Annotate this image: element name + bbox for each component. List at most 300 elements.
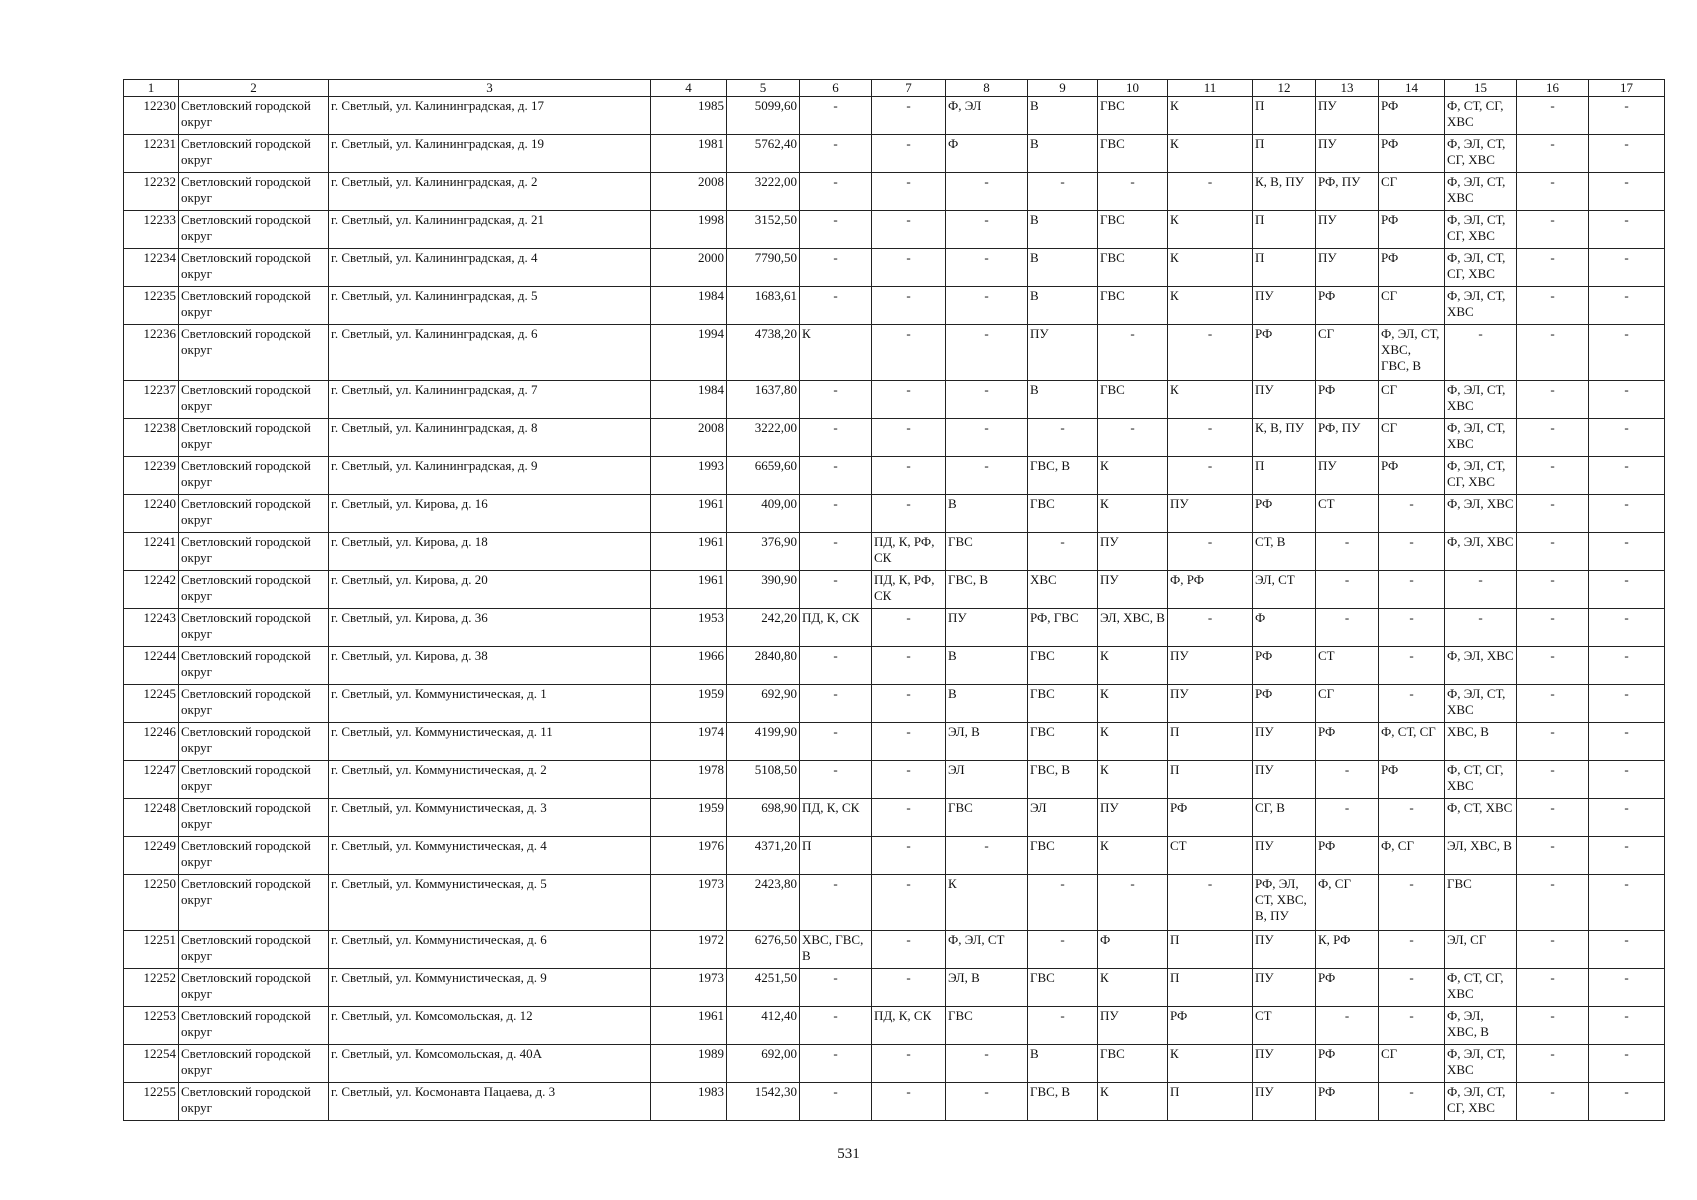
table-cell: ПУ <box>1098 571 1168 609</box>
column-header: 16 <box>1517 80 1589 97</box>
table-row <box>124 685 1665 723</box>
table-row <box>124 723 1665 761</box>
table-cell: - <box>872 381 946 419</box>
table-cell: 1973 <box>651 969 727 1007</box>
column-header: 11 <box>1168 80 1253 97</box>
table-cell: - <box>946 419 1028 457</box>
table-cell: - <box>1517 211 1589 249</box>
table-cell: г. Светлый, ул. Кирова, д. 18 <box>329 533 651 571</box>
table-cell: 1984 <box>651 381 727 419</box>
table-cell: - <box>872 135 946 173</box>
table-cell: ГВС, В <box>1028 1083 1098 1121</box>
table-cell: ПУ <box>1253 837 1316 875</box>
table-cell: - <box>1316 571 1379 609</box>
table-cell: РФ <box>1379 761 1445 799</box>
table-cell: СТ <box>1316 495 1379 533</box>
table-cell: ПУ <box>1168 647 1253 685</box>
table-cell: РФ <box>1253 495 1316 533</box>
table-cell: Ф, СТ, СГ <box>1379 723 1445 761</box>
table-cell: П <box>1253 211 1316 249</box>
table-cell: Светловский городской округ <box>179 799 329 837</box>
table-cell: 1961 <box>651 571 727 609</box>
table-row <box>124 1083 1665 1121</box>
table-cell: - <box>1028 533 1098 571</box>
table-cell: Светловский городской округ <box>179 381 329 419</box>
table-cell: - <box>946 173 1028 211</box>
table-row <box>124 135 1665 173</box>
table-cell: К <box>800 325 872 381</box>
table-cell: В <box>1028 211 1098 249</box>
table-cell: - <box>872 1083 946 1121</box>
table-cell: Ф, ЭЛ, СТ, СГ, ХВС <box>1445 1083 1517 1121</box>
column-header: 9 <box>1028 80 1098 97</box>
table-cell: - <box>1589 799 1665 837</box>
table-cell: - <box>1589 533 1665 571</box>
table-cell: - <box>1028 419 1098 457</box>
table-cell: 7790,50 <box>727 249 800 287</box>
table-row <box>124 287 1665 325</box>
table-cell: - <box>1028 931 1098 969</box>
table-cell: - <box>1379 875 1445 931</box>
table-cell: - <box>800 173 872 211</box>
table-cell: - <box>1379 647 1445 685</box>
table-cell: - <box>800 457 872 495</box>
table-cell: 1993 <box>651 457 727 495</box>
table-cell: 12238 <box>124 419 179 457</box>
table-cell: ГВС <box>1028 969 1098 1007</box>
table-row <box>124 799 1665 837</box>
table-cell: - <box>1589 837 1665 875</box>
table-cell: - <box>800 761 872 799</box>
table-cell: г. Светлый, ул. Коммунистическая, д. 4 <box>329 837 651 875</box>
column-header: 7 <box>872 80 946 97</box>
table-cell: 3222,00 <box>727 173 800 211</box>
table-cell: 2000 <box>651 249 727 287</box>
table-cell: - <box>1098 173 1168 211</box>
table-cell: - <box>1517 799 1589 837</box>
table-cell: СГ <box>1379 173 1445 211</box>
table-cell: 12251 <box>124 931 179 969</box>
table-cell: Ф <box>1098 931 1168 969</box>
table-cell: К <box>1168 249 1253 287</box>
table-cell: В <box>1028 287 1098 325</box>
table-cell: 12234 <box>124 249 179 287</box>
table-cell: Светловский городской округ <box>179 495 329 533</box>
table-cell: - <box>1589 173 1665 211</box>
table-cell: - <box>1168 533 1253 571</box>
table-cell: Светловский городской округ <box>179 969 329 1007</box>
table-cell: - <box>800 495 872 533</box>
table-cell: - <box>1379 609 1445 647</box>
table-cell: г. Светлый, ул. Коммунистическая, д. 5 <box>329 875 651 931</box>
table-cell: СГ, В <box>1253 799 1316 837</box>
table-cell: РФ <box>1316 287 1379 325</box>
table-cell: 5099,60 <box>727 97 800 135</box>
table-cell: 1972 <box>651 931 727 969</box>
table-cell: 1961 <box>651 533 727 571</box>
table-cell: СГ <box>1316 685 1379 723</box>
table-cell: Светловский городской округ <box>179 931 329 969</box>
table-cell: - <box>800 685 872 723</box>
table-cell: - <box>946 211 1028 249</box>
table-cell: - <box>1168 457 1253 495</box>
table-cell: - <box>1316 761 1379 799</box>
table-row <box>124 647 1665 685</box>
table-cell: СТ <box>1168 837 1253 875</box>
table-cell: К <box>1168 381 1253 419</box>
table-cell: - <box>872 837 946 875</box>
table-cell: 12237 <box>124 381 179 419</box>
table-cell: - <box>1589 931 1665 969</box>
table-cell: 6659,60 <box>727 457 800 495</box>
table-cell: - <box>1517 571 1589 609</box>
table-cell: - <box>800 249 872 287</box>
table-body <box>124 97 1665 1121</box>
table-cell: - <box>800 723 872 761</box>
column-header: 1 <box>124 80 179 97</box>
column-header: 14 <box>1379 80 1445 97</box>
table-cell: - <box>1517 685 1589 723</box>
table-cell: ПУ <box>1098 1007 1168 1045</box>
table-cell: - <box>1517 647 1589 685</box>
table-cell: Светловский городской округ <box>179 875 329 931</box>
table-cell: Светловский городской округ <box>179 761 329 799</box>
table-cell: 12248 <box>124 799 179 837</box>
table-cell: - <box>1445 325 1517 381</box>
table-cell: - <box>1589 457 1665 495</box>
table-cell: - <box>946 1045 1028 1083</box>
table-cell: Ф, ЭЛ, ХВС, В <box>1445 1007 1517 1045</box>
column-header: 12 <box>1253 80 1316 97</box>
table-cell: К <box>1098 495 1168 533</box>
table-cell: 12254 <box>124 1045 179 1083</box>
table-cell: - <box>1445 571 1517 609</box>
table-cell: К, В, ПУ <box>1253 173 1316 211</box>
table-cell: - <box>872 495 946 533</box>
table-cell: - <box>872 609 946 647</box>
table-cell: ПУ <box>1316 97 1379 135</box>
table-cell: Светловский городской округ <box>179 647 329 685</box>
table-cell: - <box>1517 495 1589 533</box>
table-cell: РФ <box>1379 211 1445 249</box>
table-cell: К <box>1098 647 1168 685</box>
table-cell: ЭЛ, СТ <box>1253 571 1316 609</box>
table-cell: ГВС <box>1098 287 1168 325</box>
table-cell: Ф, ЭЛ, ХВС <box>1445 533 1517 571</box>
table-cell: 5108,50 <box>727 761 800 799</box>
table-cell: ПУ <box>946 609 1028 647</box>
table-cell: - <box>1445 609 1517 647</box>
table-row <box>124 325 1665 381</box>
table-cell: ГВС <box>1028 685 1098 723</box>
table-cell: 12240 <box>124 495 179 533</box>
table-cell: СГ <box>1379 381 1445 419</box>
table-cell: ГВС <box>1098 249 1168 287</box>
table-cell: - <box>1379 799 1445 837</box>
table-cell: ПД, К, СК <box>872 1007 946 1045</box>
table-cell: ПУ <box>1253 761 1316 799</box>
table-cell: ГВС <box>946 1007 1028 1045</box>
table-cell: - <box>1517 969 1589 1007</box>
table-cell: - <box>1517 249 1589 287</box>
table-cell: П <box>1253 97 1316 135</box>
table-cell: РФ, ГВС <box>1028 609 1098 647</box>
table-cell: - <box>1517 419 1589 457</box>
table-cell: - <box>1517 97 1589 135</box>
table-row <box>124 495 1665 533</box>
table-cell: - <box>1028 875 1098 931</box>
table-cell: П <box>1168 761 1253 799</box>
table-cell: ПУ <box>1253 1083 1316 1121</box>
table-row <box>124 609 1665 647</box>
table-cell: РФ <box>1168 1007 1253 1045</box>
table-cell: ГВС <box>946 799 1028 837</box>
column-header: 17 <box>1589 80 1665 97</box>
table-cell: - <box>1517 457 1589 495</box>
table-cell: - <box>800 875 872 931</box>
table-cell: г. Светлый, ул. Калининградская, д. 21 <box>329 211 651 249</box>
table-cell: - <box>1517 1045 1589 1083</box>
table-cell: Ф, СТ, ХВС <box>1445 799 1517 837</box>
table-cell: - <box>872 685 946 723</box>
table-cell: - <box>1589 249 1665 287</box>
table-cell: 1974 <box>651 723 727 761</box>
table-cell: РФ <box>1379 135 1445 173</box>
table-cell: ГВС <box>1098 211 1168 249</box>
table-cell: П <box>800 837 872 875</box>
table-cell: - <box>800 419 872 457</box>
table-cell: 698,90 <box>727 799 800 837</box>
table-cell: - <box>1379 495 1445 533</box>
table-cell: К <box>1098 685 1168 723</box>
table-cell: - <box>1098 419 1168 457</box>
table-cell: - <box>1098 325 1168 381</box>
table-cell: 692,90 <box>727 685 800 723</box>
table-cell: - <box>872 931 946 969</box>
table-cell: Ф, СТ, СГ, ХВС <box>1445 97 1517 135</box>
table-cell: - <box>1589 419 1665 457</box>
table-cell: 12246 <box>124 723 179 761</box>
table-cell: 1976 <box>651 837 727 875</box>
table-row <box>124 875 1665 931</box>
table-cell: ПУ <box>1253 381 1316 419</box>
table-cell: Ф, СТ, СГ, ХВС <box>1445 761 1517 799</box>
table-cell: 6276,50 <box>727 931 800 969</box>
table-cell: Светловский городской округ <box>179 97 329 135</box>
table-cell: Ф, ЭЛ, СТ <box>946 931 1028 969</box>
table-cell: 12241 <box>124 533 179 571</box>
table-cell: - <box>1517 287 1589 325</box>
table-cell: - <box>872 211 946 249</box>
table-cell: 409,00 <box>727 495 800 533</box>
table-cell: г. Светлый, ул. Калининградская, д. 8 <box>329 419 651 457</box>
table-cell: Светловский городской округ <box>179 249 329 287</box>
table-cell: - <box>800 533 872 571</box>
table-cell: - <box>1379 533 1445 571</box>
table-cell: 1961 <box>651 1007 727 1045</box>
table-cell: - <box>800 1007 872 1045</box>
table-cell: - <box>800 211 872 249</box>
table-cell: ПУ <box>1098 799 1168 837</box>
table-cell: РФ <box>1253 647 1316 685</box>
table-cell: ГВС <box>1028 837 1098 875</box>
table-cell: - <box>872 969 946 1007</box>
table-cell: Ф, ЭЛ, СТ, ХВС <box>1445 419 1517 457</box>
table-row <box>124 969 1665 1007</box>
table-cell: - <box>1517 1007 1589 1045</box>
table-cell: ГВС, В <box>1028 761 1098 799</box>
table-cell: ПУ <box>1253 1045 1316 1083</box>
table-cell: П <box>1168 1083 1253 1121</box>
table-cell: - <box>800 135 872 173</box>
table-cell: 1989 <box>651 1045 727 1083</box>
table-cell: - <box>800 1083 872 1121</box>
table-cell: 1683,61 <box>727 287 800 325</box>
table-cell: - <box>1517 609 1589 647</box>
table-cell: ПУ <box>1253 931 1316 969</box>
table-cell: г. Светлый, ул. Космонавта Пацаева, д. 3 <box>329 1083 651 1121</box>
table-cell: ПУ <box>1168 685 1253 723</box>
table-cell: ПУ <box>1316 211 1379 249</box>
table-cell: СГ <box>1379 1045 1445 1083</box>
table-cell: РФ <box>1253 325 1316 381</box>
table-cell: - <box>872 325 946 381</box>
table-cell: РФ, ПУ <box>1316 419 1379 457</box>
table-cell: П <box>1253 249 1316 287</box>
table-cell: П <box>1168 969 1253 1007</box>
table-cell: Ф, ЭЛ, СТ, ХВС <box>1445 381 1517 419</box>
table-cell: 12231 <box>124 135 179 173</box>
table-cell: г. Светлый, ул. Калининградская, д. 6 <box>329 325 651 381</box>
table-cell: Ф, ЭЛ <box>946 97 1028 135</box>
table-cell: Ф, СГ <box>1316 875 1379 931</box>
table-cell: - <box>1028 1007 1098 1045</box>
table-cell: К <box>1168 211 1253 249</box>
table-cell: - <box>872 875 946 931</box>
table-cell: г. Светлый, ул. Калининградская, д. 9 <box>329 457 651 495</box>
table-cell: РФ <box>1379 249 1445 287</box>
table-cell: Ф, ЭЛ, СТ, СГ, ХВС <box>1445 457 1517 495</box>
table-cell: Ф, ЭЛ, СТ, СГ, ХВС <box>1445 135 1517 173</box>
table-cell: - <box>1589 1083 1665 1121</box>
table-cell: ЭЛ, СГ <box>1445 931 1517 969</box>
table-cell: - <box>1517 1083 1589 1121</box>
table-cell: 3152,50 <box>727 211 800 249</box>
table-cell: - <box>800 381 872 419</box>
table-cell: ЭЛ, В <box>946 969 1028 1007</box>
table-cell: В <box>946 495 1028 533</box>
table-cell: 1959 <box>651 685 727 723</box>
table-cell: - <box>1589 969 1665 1007</box>
table-cell: РФ <box>1379 97 1445 135</box>
table-cell: 4738,20 <box>727 325 800 381</box>
table-cell: 1953 <box>651 609 727 647</box>
table-cell: ПУ <box>1316 457 1379 495</box>
table-cell: - <box>1517 837 1589 875</box>
table-cell: - <box>800 969 872 1007</box>
table-cell: 1973 <box>651 875 727 931</box>
column-header: 3 <box>329 80 651 97</box>
table-cell: ЭЛ, ХВС, В <box>1445 837 1517 875</box>
table-cell: ПУ <box>1316 135 1379 173</box>
table-cell: - <box>1517 723 1589 761</box>
table-cell: г. Светлый, ул. Коммунистическая, д. 9 <box>329 969 651 1007</box>
table-cell: П <box>1253 457 1316 495</box>
table-cell: Светловский городской округ <box>179 419 329 457</box>
table-cell: ГВС, В <box>1028 457 1098 495</box>
table-cell: П <box>1168 723 1253 761</box>
table-cell: 12247 <box>124 761 179 799</box>
table-cell: - <box>946 837 1028 875</box>
table-cell: К <box>1098 457 1168 495</box>
table-cell: 12242 <box>124 571 179 609</box>
table-cell: - <box>800 571 872 609</box>
table-cell: 2423,80 <box>727 875 800 931</box>
table-cell: Светловский городской округ <box>179 1083 329 1121</box>
column-header: 6 <box>800 80 872 97</box>
table-cell: 1542,30 <box>727 1083 800 1121</box>
table-cell: Ф, ЭЛ, СТ, СГ, ХВС <box>1445 249 1517 287</box>
table-cell: 12253 <box>124 1007 179 1045</box>
table-cell: г. Светлый, ул. Калининградская, д. 19 <box>329 135 651 173</box>
table-row <box>124 419 1665 457</box>
table-row <box>124 211 1665 249</box>
table-cell: СТ <box>1316 647 1379 685</box>
table-cell: В <box>1028 1045 1098 1083</box>
table-cell: - <box>872 1045 946 1083</box>
table-cell: г. Светлый, ул. Кирова, д. 16 <box>329 495 651 533</box>
table-cell: К <box>1168 135 1253 173</box>
table-cell: К <box>1168 287 1253 325</box>
table-cell: - <box>872 457 946 495</box>
table-cell: ГВС <box>1028 647 1098 685</box>
table-cell: - <box>1517 875 1589 931</box>
table-cell: ПД, К, СК <box>800 609 872 647</box>
table-cell: Светловский городской округ <box>179 325 329 381</box>
table-cell: РФ <box>1316 381 1379 419</box>
table-cell: Ф, СТ, СГ, ХВС <box>1445 969 1517 1007</box>
table-cell: 1637,80 <box>727 381 800 419</box>
table-cell: Ф, ЭЛ, ХВС <box>1445 495 1517 533</box>
table-cell: г. Светлый, ул. Комсомольская, д. 40А <box>329 1045 651 1083</box>
table-cell: - <box>872 287 946 325</box>
table-cell: П <box>1168 931 1253 969</box>
table-cell: Ф, РФ <box>1168 571 1253 609</box>
table-cell: Ф, ЭЛ, ХВС <box>1445 647 1517 685</box>
table-cell: - <box>872 761 946 799</box>
table-cell: - <box>1379 931 1445 969</box>
table-cell: - <box>1589 1045 1665 1083</box>
table-row <box>124 533 1665 571</box>
table-cell: г. Светлый, ул. Коммунистическая, д. 1 <box>329 685 651 723</box>
table-cell: 12250 <box>124 875 179 931</box>
table-cell: 2008 <box>651 173 727 211</box>
table-cell: 1961 <box>651 495 727 533</box>
table-cell: РФ <box>1379 457 1445 495</box>
table-cell: Светловский городской округ <box>179 723 329 761</box>
table-cell: РФ <box>1316 837 1379 875</box>
table-cell: - <box>946 287 1028 325</box>
table-cell: - <box>800 1045 872 1083</box>
table-cell: ГВС <box>946 533 1028 571</box>
table-cell: г. Светлый, ул. Коммунистическая, д. 6 <box>329 931 651 969</box>
table-cell: ХВС, ГВС, В <box>800 931 872 969</box>
table-cell: 412,40 <box>727 1007 800 1045</box>
table-cell: 1966 <box>651 647 727 685</box>
table-cell: - <box>1589 647 1665 685</box>
table-row <box>124 381 1665 419</box>
table-cell: ХВС, В <box>1445 723 1517 761</box>
